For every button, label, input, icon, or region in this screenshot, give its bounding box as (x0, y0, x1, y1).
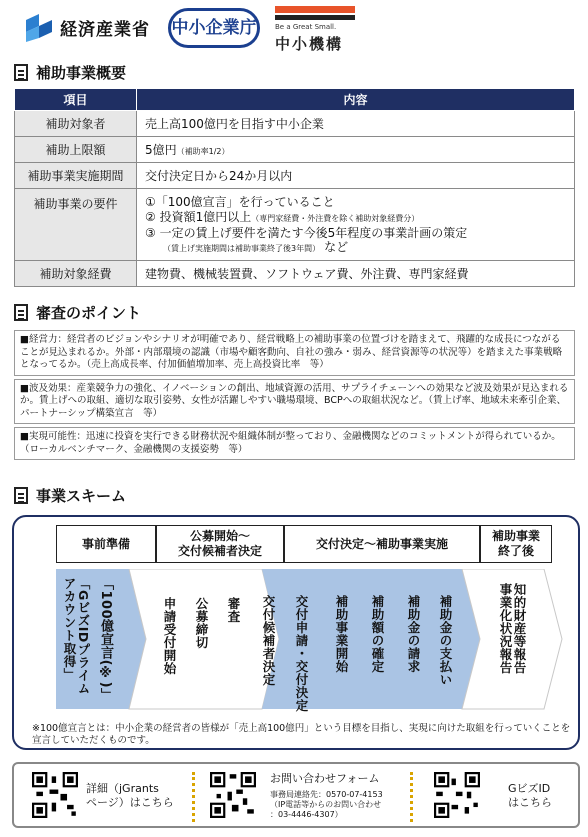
point-feasibility: ■実現可能性：迅速に投資を実行できる財務状況や組織体制が整っており、金融機関などのコミットメントが得られているか。（ローカルベンチマーク、金融機関の支援姿勢 等） (14, 427, 575, 460)
gbiz-link[interactable]: GビズID はこちら (508, 782, 552, 809)
step-application-close: 公募締切 (194, 597, 209, 649)
step-gbiz-acquire: 「GビズIDプライム アカウント取得」 (62, 577, 91, 695)
row-value: 売上高100億円を目指す中小企業 (137, 111, 575, 137)
table-row (15, 111, 575, 137)
footer-divider (192, 772, 195, 822)
points-title: 審査のポイント (36, 304, 142, 322)
smrj-name: 中小機構 (275, 35, 344, 53)
step-payment: 補助金の支払い (438, 595, 453, 686)
row-key: 補助対象経費 (15, 261, 137, 287)
step-project-start: 補助事業開始 (334, 595, 349, 673)
overview-heading (14, 62, 126, 83)
row-key: 補助事業実施期間 (15, 163, 137, 189)
contact-tel: 事務局連絡先：0570-07-4153 （IP電話等からのお問い合わせ ：03-4446-4307） (270, 790, 383, 819)
row-value: 5億円（補助率1/2） (137, 137, 575, 163)
requirements (137, 189, 575, 261)
step-claim: 補助金の請求 (406, 595, 421, 673)
smrj-logo (275, 6, 385, 52)
document-icon (14, 304, 28, 321)
footer-links (12, 762, 580, 828)
row-value: 交付決定日から24か月以内 (137, 163, 575, 189)
point-management: ■経営力：経営者のビジョンやシナリオが明確であり、経営戦略上の補助事業の位置づけを踏まえて、飛躍的な成長につながることが見込まれるか。外部・内部環境の認識（市場や顧客動向、自社の強み・弱み、経営資源等の状況等）を踏まえた事業戦略となってるか。（売上高成長率、付加価値増加率、売上高投資比率 等） (14, 330, 575, 376)
overview-table (14, 88, 575, 287)
phase-after: 補助事業 終了後 (480, 525, 552, 563)
table-row (15, 261, 575, 287)
col-item-header: 項目 (15, 89, 137, 111)
gbiz-qr-icon[interactable] (434, 772, 480, 818)
scheme-heading (14, 485, 126, 506)
requirement-3: ③ 一定の賃上げ要件を満たす今後5年程度の事業計画の策定 (145, 225, 468, 240)
phase-preparation: 事前準備 (56, 525, 156, 563)
jgrants-link[interactable]: 詳細（jGrants ページ）はこちら (86, 782, 174, 809)
contact-form-link[interactable]: お問い合わせフォーム (270, 772, 380, 785)
meti-logo-icon (24, 12, 54, 42)
contact-qr-icon[interactable] (210, 772, 256, 818)
document-icon (14, 64, 28, 81)
points-heading (14, 302, 141, 323)
step-candidate-decision: 交付候補者決定 (261, 595, 276, 686)
step-review: 審査 (226, 597, 241, 623)
col-content-header: 内容 (137, 89, 575, 111)
table-row (15, 137, 575, 163)
step-grant-decision: 交付申請・交付決定 (294, 595, 309, 712)
declaration-note: ※100億宣言とは：中小企業の経営者の皆様が「売上高100億円」という目標を目指し、実現に向けた取組を行っていくことを宣言していただくものです。 (32, 723, 571, 746)
row-key: 補助事業の要件 (15, 189, 137, 261)
smrj-tagline: Be a Great Small. (275, 23, 337, 31)
point-spillover: ■波及効果：産業競争力の強化、イノベーションの創出、地域資源の活用、サプライチェーンへの効果など波及効果が見込まれるか。賃上げへの取組、適切な取引姿勢、女性が活躍しやすい職場環境、BCPへの取組状況など。（賃上げ率、地域未来牽引企業、パートナーシップ構築宣言 等） (14, 379, 575, 425)
step-reports: 知的財産等報告 事業化状況報告 (498, 583, 527, 674)
table-row (15, 163, 575, 189)
sme-agency-logo: 中小企業庁 (168, 8, 260, 48)
row-value: 建物費、機械装置費、ソフトウェア費、外注費、専門家経費 (137, 261, 575, 287)
step-amount-confirmed: 補助額の確定 (370, 595, 385, 673)
subsidy-rate-note: （補助率1/2） (176, 147, 230, 156)
requirement-3-note: （賃上げ実施期間は補助事業終了後3年間） など (163, 239, 349, 254)
step-100oku-declaration: 「100億宣言(※)」 (98, 577, 113, 702)
meti-name: 経済産業省 (60, 20, 150, 40)
row-key: 補助対象者 (15, 111, 137, 137)
header (0, 0, 588, 56)
footer-divider (410, 772, 413, 822)
table-row (15, 189, 575, 261)
scheme-panel (12, 515, 580, 750)
requirement-1: ①「100億宣言」を行っていること (145, 194, 335, 209)
scheme-title: 事業スキーム (36, 487, 127, 505)
review-points (14, 330, 575, 463)
overview-title: 補助事業概要 (36, 64, 127, 82)
phase-application: 公募開始～ 交付候補者決定 (156, 525, 284, 563)
requirement-2: ② 投資額1億円以上（専門家経費・外注費を除く補助対象経費分） (145, 209, 420, 224)
step-application-open: 申請受付開始 (162, 597, 177, 675)
document-icon (14, 487, 28, 504)
jgrants-qr-icon[interactable] (32, 772, 78, 818)
row-key: 補助上限額 (15, 137, 137, 163)
phase-implementation: 交付決定～補助事業実施 (284, 525, 480, 563)
